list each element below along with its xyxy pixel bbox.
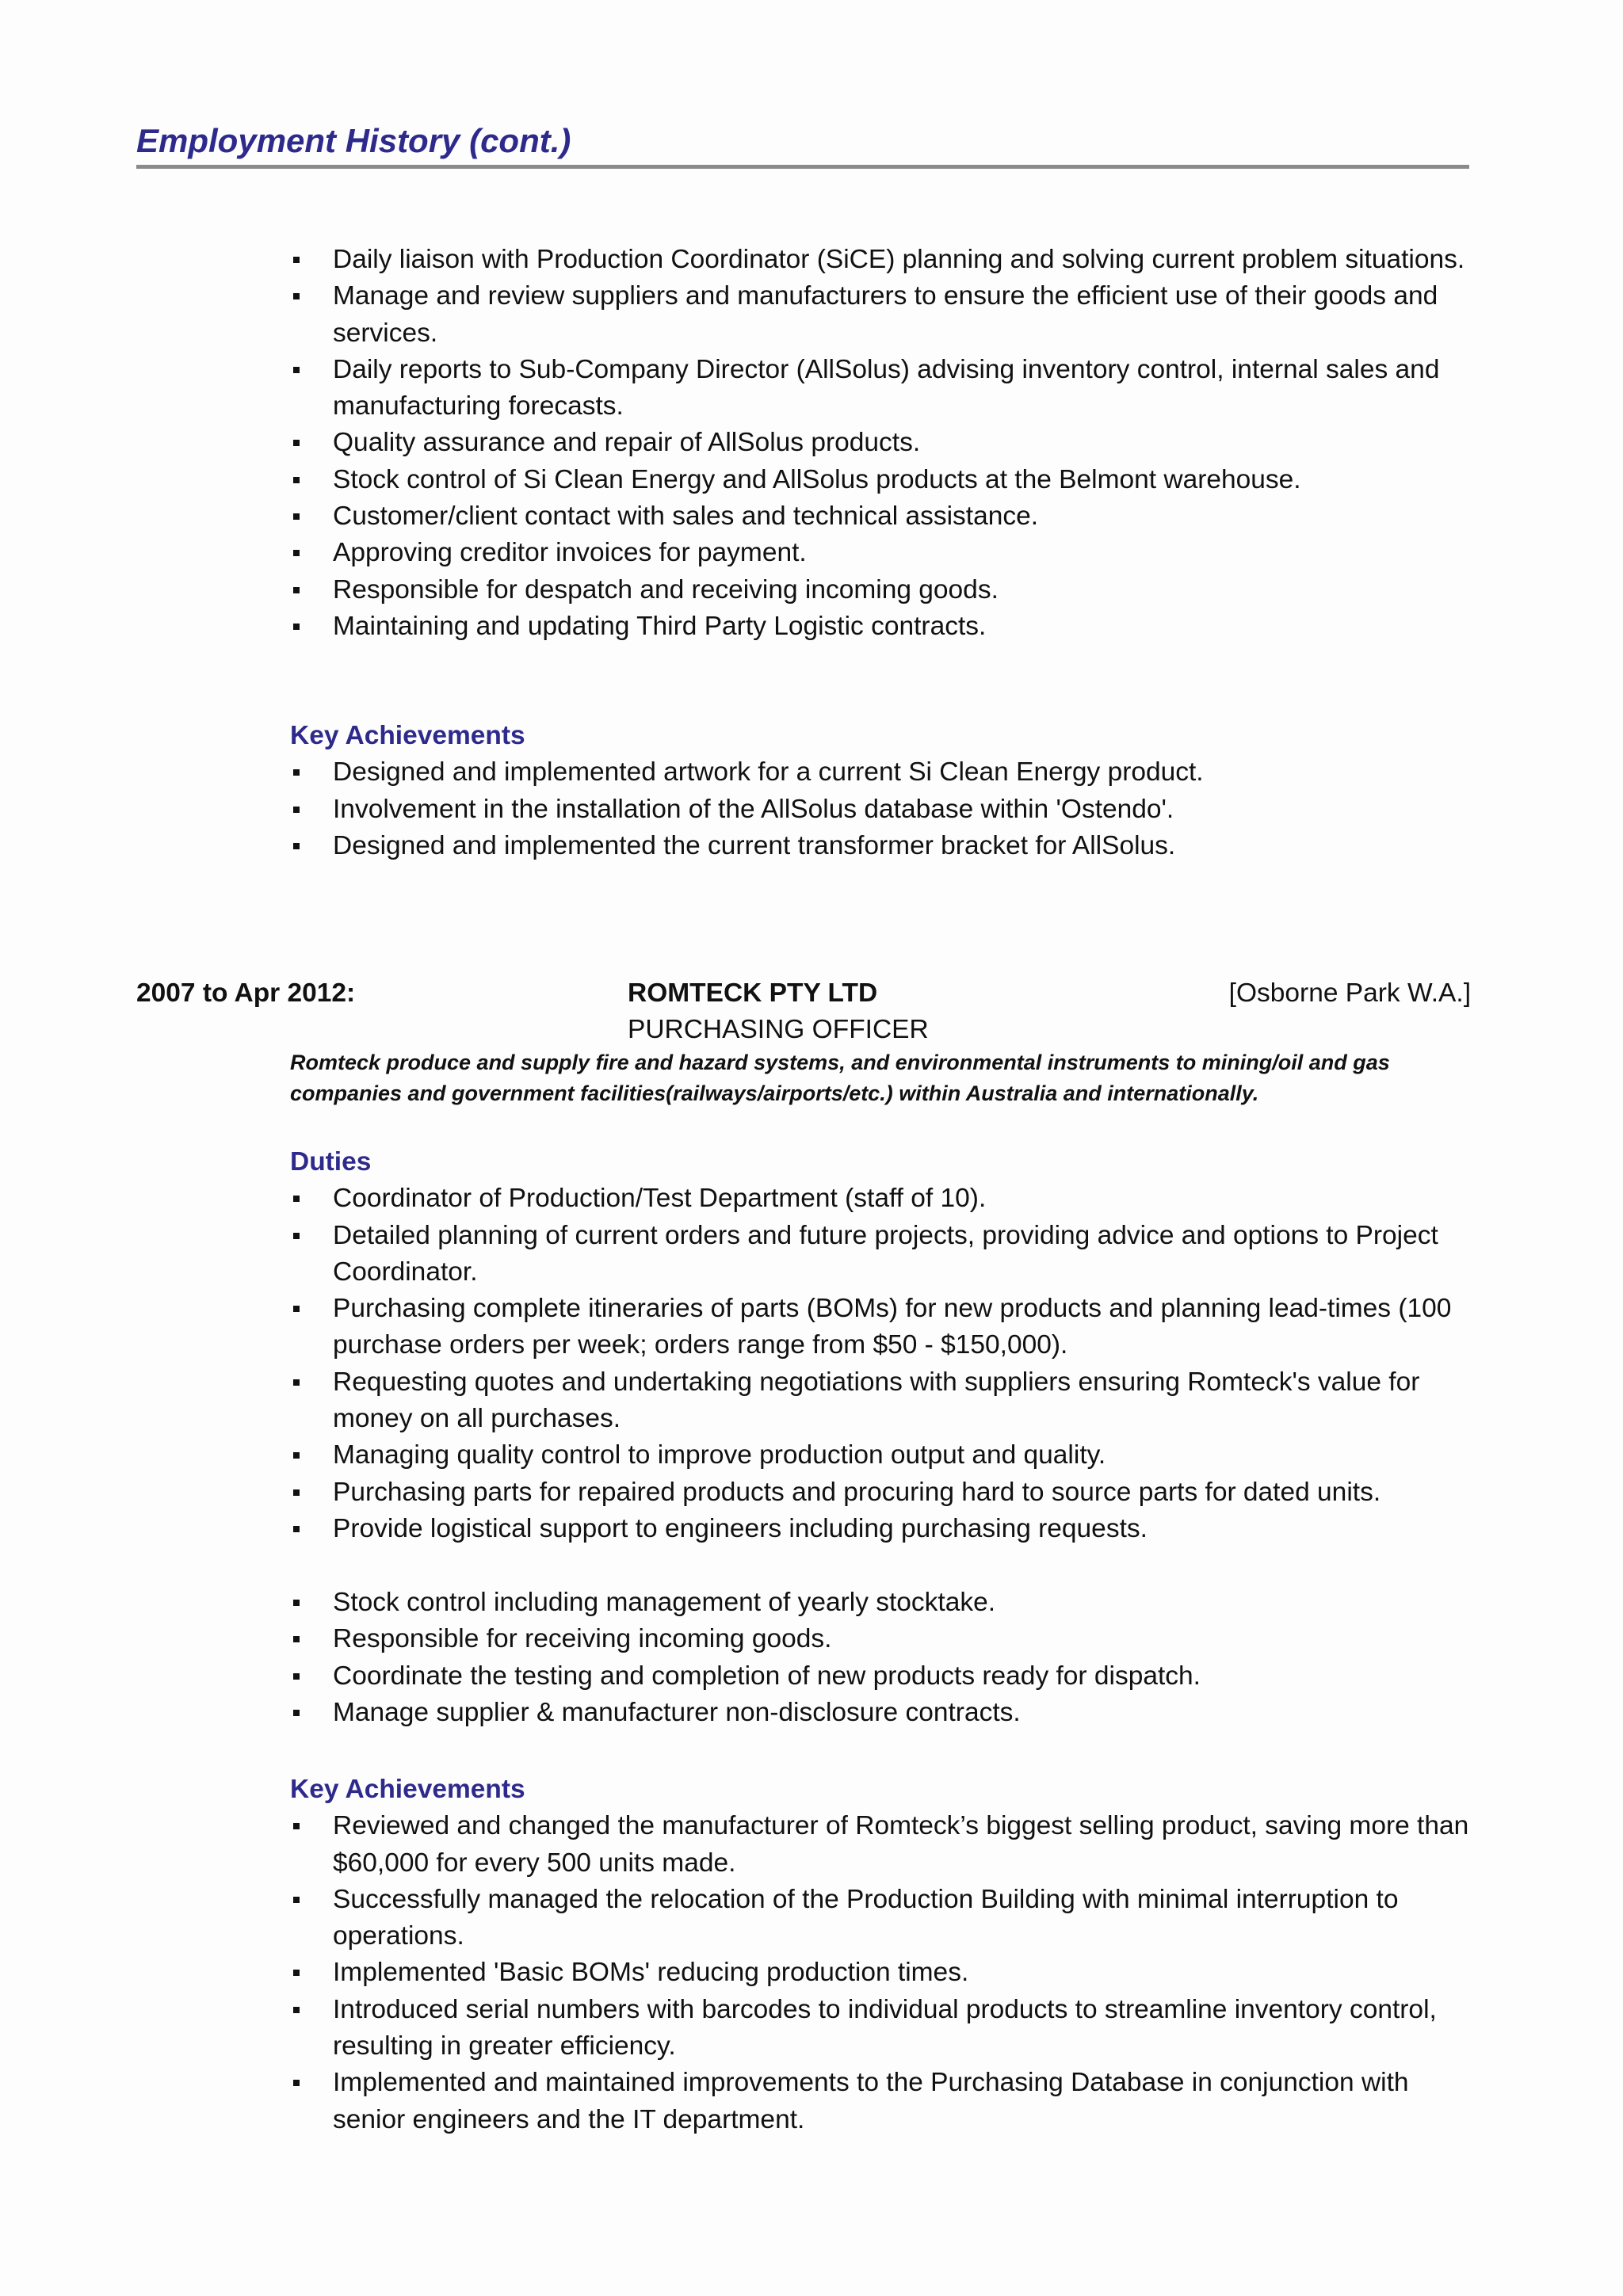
prev-job-duties — [290, 242, 1471, 645]
list-item: Daily liaison with Production Coordinator (SiCE) planning and solving current problem situations. — [290, 242, 1471, 278]
list-item: Responsible for despatch and receiving incoming goods. — [290, 572, 1471, 608]
square-bullet-icon — [293, 513, 300, 520]
achievements-heading: Key Achievements — [290, 1775, 525, 1804]
square-bullet-icon — [293, 769, 300, 776]
list-item: Introduced serial numbers with barcodes to individual products to streamline inventory control, resulting in greater efficiency. — [290, 1992, 1471, 2065]
list-item: Manage and review suppliers and manufacturers to ensure the efficient use of their goods and services. — [290, 278, 1471, 352]
list-item: Maintaining and updating Third Party Logistic contracts. — [290, 608, 1471, 645]
square-bullet-icon — [293, 477, 300, 483]
bullet-list — [290, 1808, 1471, 2138]
bullet-list — [290, 1180, 1471, 1547]
bullet-list — [290, 1585, 1471, 1731]
square-bullet-icon — [293, 1600, 300, 1606]
job-duties-continued — [290, 1585, 1471, 1731]
square-bullet-icon — [293, 1970, 300, 1976]
job-company: ROMTECK PTY LTD — [628, 978, 878, 1008]
square-bullet-icon — [293, 1897, 300, 1903]
section-title: Employment History (cont.) — [136, 122, 571, 159]
achievements-heading: Key Achievements — [290, 721, 525, 750]
list-item: Responsible for receiving incoming goods. — [290, 1621, 1471, 1657]
square-bullet-icon — [293, 624, 300, 630]
list-item: Designed and implemented the current transformer bracket for AllSolus. — [290, 828, 1471, 864]
square-bullet-icon — [293, 843, 300, 849]
list-item: Coordinator of Production/Test Department (staff of 10). — [290, 1180, 1471, 1217]
square-bullet-icon — [293, 1233, 300, 1239]
list-item: Designed and implemented artwork for a current Si Clean Energy product. — [290, 754, 1471, 791]
square-bullet-icon — [293, 257, 300, 263]
square-bullet-icon — [293, 807, 300, 813]
square-bullet-icon — [293, 1673, 300, 1680]
list-item: Purchasing parts for repaired products and procuring hard to source parts for dated units. — [290, 1474, 1471, 1511]
list-item: Daily reports to Sub-Company Director (AllSolus) advising inventory control, internal sales and manufacturing forecasts. — [290, 352, 1471, 425]
list-item: Approving creditor invoices for payment. — [290, 535, 1471, 571]
square-bullet-icon — [293, 293, 300, 299]
duties-heading: Duties — [290, 1147, 372, 1177]
list-item: Purchasing complete itineraries of parts (BOMs) for new products and planning lead-times (100 purchase orders per week; orders range from $50 - $150,000). — [290, 1291, 1471, 1364]
square-bullet-icon — [293, 1823, 300, 1829]
square-bullet-icon — [293, 1452, 300, 1459]
job-achievements — [290, 1772, 1471, 2138]
list-item: Stock control of Si Clean Energy and AllSolus products at the Belmont warehouse. — [290, 462, 1471, 498]
bullet-list — [290, 242, 1471, 645]
job-position: PURCHASING OFFICER — [628, 1015, 929, 1044]
job-description: Romteck produce and supply fire and hazard systems, and environmental instruments to mining/oil and gas companies and government facilities(railways/airports/etc.) within Australia and internationally. — [290, 1051, 1390, 1105]
square-bullet-icon — [293, 367, 300, 373]
list-item: Implemented and maintained improvements to the Purchasing Database in conjunction with senior engineers and the IT department. — [290, 2065, 1471, 2138]
bullet-list — [290, 754, 1471, 864]
list-item: Stock control including management of yearly stocktake. — [290, 1585, 1471, 1621]
list-item: Reviewed and changed the manufacturer of Romteck’s biggest selling product, saving more than $60,000 for every 500 units made. — [290, 1808, 1471, 1882]
square-bullet-icon — [293, 2007, 300, 2013]
list-item: Detailed planning of current orders and future projects, providing advice and options to Project Coordinator. — [290, 1218, 1471, 1291]
square-bullet-icon — [293, 550, 300, 556]
square-bullet-icon — [293, 1196, 300, 1202]
square-bullet-icon — [293, 1306, 300, 1312]
square-bullet-icon — [293, 1636, 300, 1642]
list-item: Involvement in the installation of the AllSolus database within 'Ostendo'. — [290, 791, 1471, 828]
list-item: Coordinate the testing and completion of new products ready for dispatch. — [290, 1658, 1471, 1695]
list-item: Manage supplier & manufacturer non-disclosure contracts. — [290, 1695, 1471, 1731]
list-item: Quality assurance and repair of AllSolus products. — [290, 425, 1471, 461]
list-item: Provide logistical support to engineers including purchasing requests. — [290, 1511, 1471, 1547]
job-duties — [290, 1144, 1471, 1547]
prev-job-achievements — [290, 718, 1471, 864]
list-item: Implemented 'Basic BOMs' reducing production times. — [290, 1955, 1471, 1991]
list-item: Managing quality control to improve production output and quality. — [290, 1437, 1471, 1474]
square-bullet-icon — [293, 587, 300, 593]
square-bullet-icon — [293, 440, 300, 446]
job-header — [136, 975, 1471, 1055]
square-bullet-icon — [293, 2080, 300, 2086]
square-bullet-icon — [293, 1710, 300, 1716]
square-bullet-icon — [293, 1379, 300, 1386]
job-location: [Osborne Park W.A.] — [1228, 978, 1471, 1008]
title-divider — [136, 165, 1469, 169]
square-bullet-icon — [293, 1526, 300, 1532]
list-item: Successfully managed the relocation of the Production Building with minimal interruption to operations. — [290, 1882, 1471, 1955]
list-item: Customer/client contact with sales and technical assistance. — [290, 498, 1471, 535]
list-item: Requesting quotes and undertaking negotiations with suppliers ensuring Romteck's value for money on all purchases. — [290, 1364, 1471, 1438]
job-dates: 2007 to Apr 2012: — [136, 978, 356, 1008]
square-bullet-icon — [293, 1489, 300, 1496]
